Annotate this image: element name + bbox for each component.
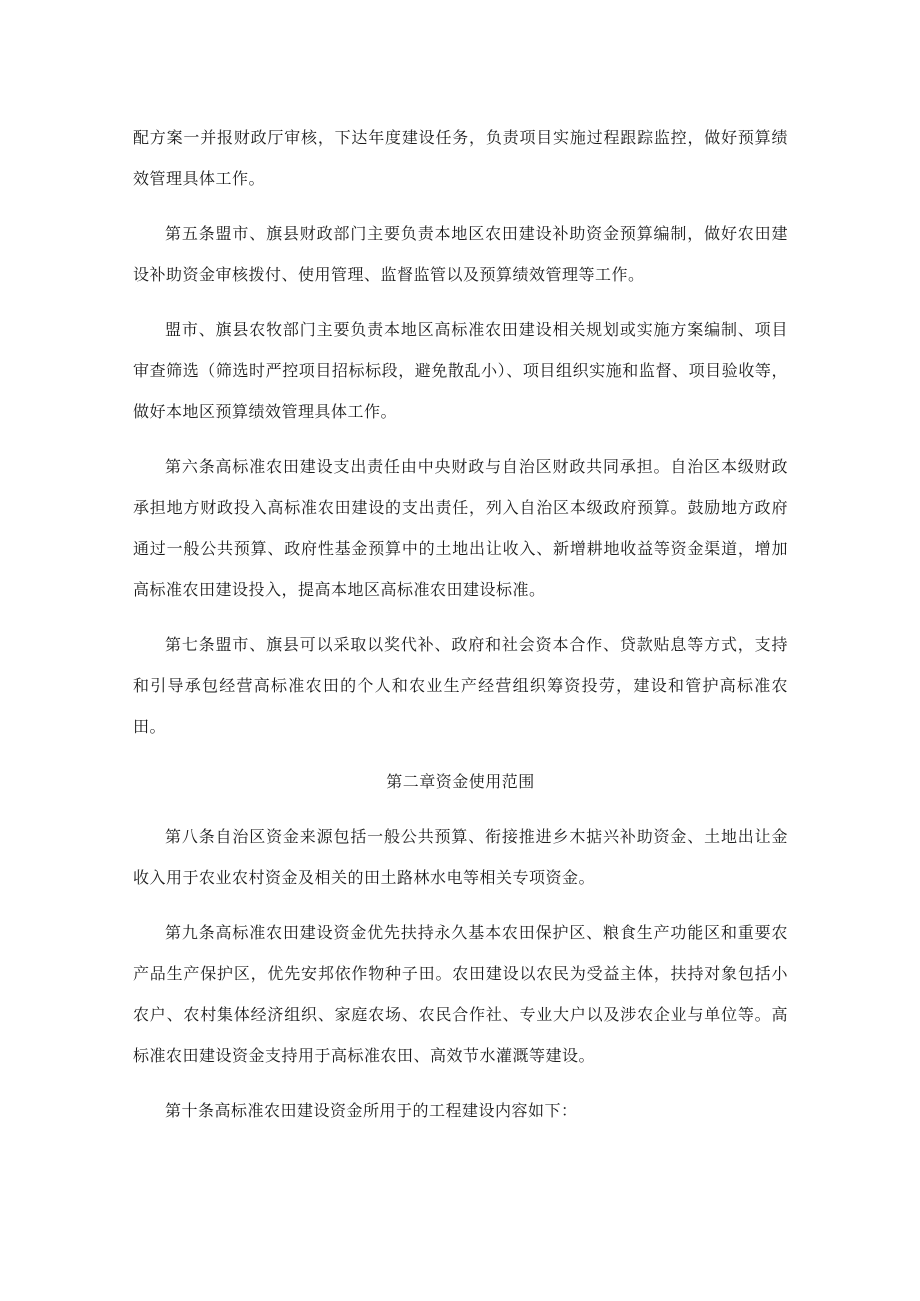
paragraph-agriculture-departments: 盟市、旗县农牧部门主要负责本地区高标准农田建设相关规划或实施方案编制、项目审查筛选（筛选时严控项目招标标段，避免散乱小）、项目组织实施和监督、项目验收等，做好本地区预算绩效管理具体工作。: [133, 320, 788, 421]
paragraph-article-10: 第十条高标准农田建设资金所用于的工程建设内容如下：: [165, 1101, 578, 1120]
paragraph-article-7: 第七条盟市、旗县可以采取以奖代补、政府和社会资本合作、贷款贴息等方式，支持和引导承包经营高标准农田的个人和农业生产经营组织筹资投劳，建设和管护高标准农田。: [133, 635, 788, 736]
paragraph-article-5: 第五条盟市、旗县财政部门主要负责本地区农田建设补助资金预算编制，做好农田建设补助资金审核拨付、使用管理、监督监管以及预算绩效管理等工作。: [133, 224, 788, 284]
paragraph-article-6: 第六条高标准农田建设支出责任由中央财政与自治区财政共同承担。自治区本级财政承担地方财政投入高标准农田建设的支出责任，列入自治区本级政府预算。鼓励地方政府通过一般公共预算、政府性基金预算中的土地出让收入、新增耕地收益等资金渠道，增加高标准农田建设投入，提高本地区高标准农田建设标准。: [133, 457, 788, 599]
chapter-title: 第二章资金使用范围: [386, 772, 535, 791]
paragraph-continuation: 配方案一并报财政厅审核，下达年度建设任务，负责项目实施过程跟踪监控，做好预算绩效管理具体工作。: [133, 128, 788, 188]
paragraph-article-8: 第八条自治区资金来源包括一般公共预算、衔接推进乡木掂兴补助资金、土地出让金收入用于农业农村资金及相关的田土路林水电等相关专项资金。: [133, 827, 788, 887]
paragraph-article-9: 第九条高标准农田建设资金优先扶持永久基本农田保护区、粮食生产功能区和重要农产品生产保护区，优先安邦依作物种子田。农田建设以农民为受益主体，扶持对象包括小农户、农村集体经济组织、家庭农场、农民合作社、专业大户以及涉农企业与单位等。高标准农田建设资金支持用于高标准农田、高效节水灌溉等建设。: [133, 923, 788, 1065]
document-body: [133, 117, 788, 1145]
